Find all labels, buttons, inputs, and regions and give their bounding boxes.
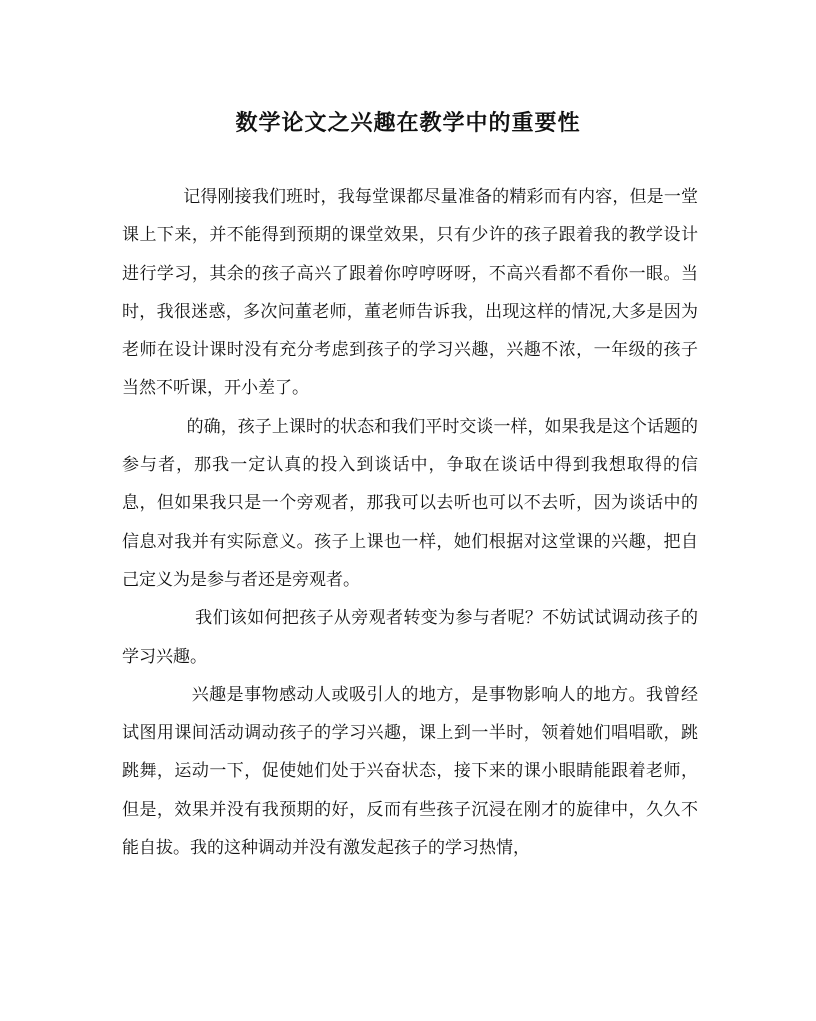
paragraph: 兴趣是事物感动人或吸引人的地方，是事物影响人的地方。我曾经试图用课间活动调动孩子的学习兴趣，课上到一半时，领着她们唱唱歌，跳跳舞，运动一下，促使她们处于兴奋状态，接下来的课小眼睛能跟着老师，但是，效果并没有我预期的好，反而有些孩子沉浸在刚才的旋律中，久久不能自拔。我的这种调动并没有激发起孩子的学习热情， bbox=[122, 684, 698, 859]
paragraph: 的确，孩子上课时的状态和我们平时交谈一样，如果我是这个话题的参与者，那我一定认真的投入到谈话中，争取在谈话中得到我想取得的信息，但如果我只是一个旁观者，那我可以去听也可以不去听，因为谈话中的信息对我并有实际意义。孩子上课也一样，她们根据对这堂课的兴趣，把自己定义为是参与者还是旁观者。 bbox=[122, 416, 698, 590]
document-title: 数学论文之兴趣在教学中的重要性 bbox=[235, 110, 581, 136]
document-body bbox=[122, 178, 698, 867]
paragraph: 我们该如何把孩子从旁观者转变为参与者呢？不妨试试调动孩子的学习兴趣。 bbox=[122, 608, 698, 667]
paragraph: 记得刚接我们班时，我每堂课都尽量准备的精彩而有内容，但是一堂课上下来，并不能得到预期的课堂效果，只有少许的孩子跟着我的教学设计进行学习，其余的孩子高兴了跟着你哼哼呀呀，不高兴看都不看你一眼。当时，我很迷惑，多次问董老师，董老师告诉我，出现这样的情况,大多是因为老师在设计课时没有充分考虑到孩子的学习兴趣，兴趣不浓，一年级的孩子当然不听课，开小差了。 bbox=[122, 187, 698, 399]
